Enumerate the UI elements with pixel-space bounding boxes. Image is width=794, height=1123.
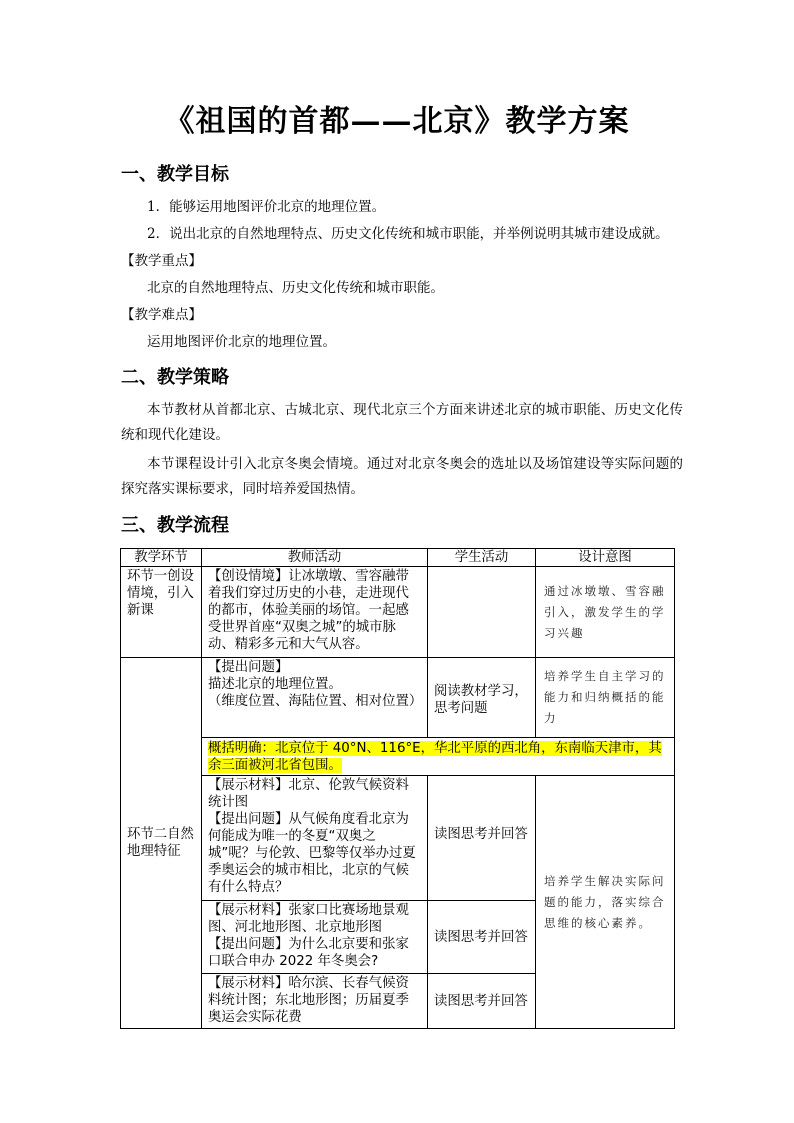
stage-cell-2: 环节二自然地理特征 <box>121 658 202 1029</box>
student-cell: 读图思考并回答 <box>428 974 536 1029</box>
difficulty-label: 【教学难点】 <box>121 307 202 323</box>
table-row <box>121 567 675 658</box>
table-row <box>121 776 675 901</box>
strategy-paragraph-1: 本节教材从首都北京、古城北京、现代北京三个方面来讲述北京的城市职能、历史文化传统和现代化建设。 <box>121 402 683 443</box>
student-cell: 读图思考并回答 <box>428 776 536 901</box>
header-intent: 设计意图 <box>536 549 675 567</box>
goal-item-1: 1．能够运用地图评价北京的地理位置。 <box>147 199 386 215</box>
key-point-label: 【教学重点】 <box>121 253 202 269</box>
page-title: 《祖国的首都——北京》教学方案 <box>164 104 630 139</box>
goal-item-2: 2．说出北京的自然地理特点、历史文化传统和城市职能，并举例说明其城市建设成就。 <box>147 226 669 242</box>
strategy-paragraph-2: 本节课程设计引入北京冬奥会情境。通过对北京冬奥会的选址以及场馆建设等实际问题的探究落实课标要求，同时培养爱国热情。 <box>121 456 683 497</box>
table-header-row <box>121 549 675 567</box>
student-cell: 读图思考并回答 <box>428 901 536 974</box>
table-row <box>121 738 675 776</box>
teacher-cell: 【提出问题】 描述北京的地理位置。 （维度位置、海陆位置、相对位置） <box>202 658 428 738</box>
process-table <box>120 548 675 1029</box>
student-cell: 阅读教材学习，思考问题 <box>428 658 536 738</box>
intent-cell: 通过冰墩墩、雪容融引入，激发学生的学习兴趣 <box>536 567 675 658</box>
teacher-cell: 【展示材料】哈尔滨、长春气候资料统计图；东北地形图；历届夏季奥运会实际花费 <box>202 974 428 1029</box>
header-stage: 教学环节 <box>121 549 202 567</box>
teacher-cell: 【创设情境】让冰墩墩、雪容融带着我们穿过历史的小巷，走进现代的都市，体验美丽的场馆。一起感受世界首座“双奥之城”的城市脉动、精彩多元和大气从容。 <box>202 567 428 658</box>
section-heading-strategy: 二、教学策略 <box>121 367 229 388</box>
summary-highlight: 概括明确：北京位于 40°N、116°E，华北平原的西北角，东南临天津市，其余三面被河北省包围。 <box>208 741 662 773</box>
header-teacher: 教师活动 <box>202 549 428 567</box>
teacher-cell: 【展示材料】张家口比赛场地景观图、河北地形图、北京地形图 【提出问题】为什么北京要和张家口联合申办 2022 年冬奥会? <box>202 901 428 974</box>
student-cell <box>428 567 536 658</box>
section-heading-process: 三、教学流程 <box>121 515 229 536</box>
summary-cell <box>202 738 675 776</box>
intent-cell: 培养学生自主学习的能力和归纳概括的能力 <box>536 658 675 738</box>
intent-cell: 培养学生解决实际问题的能力，落实综合思维的核心素养。 <box>536 776 675 1029</box>
teacher-cell: 【展示材料】北京、伦敦气候资料统计图 【提出问题】从气候角度看北京为何能成为唯一的冬夏“双奥之城”呢？与伦敦、巴黎等仅举办过夏季奥运会的城市相比，北京的气候有什么特点？ <box>202 776 428 901</box>
header-student: 学生活动 <box>428 549 536 567</box>
key-point-text: 北京的自然地理特点、历史文化传统和城市职能。 <box>147 280 444 296</box>
stage-cell-1: 环节一创设情境，引入新课 <box>121 567 202 658</box>
section-heading-goals: 一、教学目标 <box>121 164 229 185</box>
difficulty-text: 运用地图评价北京的地理位置。 <box>147 334 336 350</box>
table-row <box>121 658 675 738</box>
